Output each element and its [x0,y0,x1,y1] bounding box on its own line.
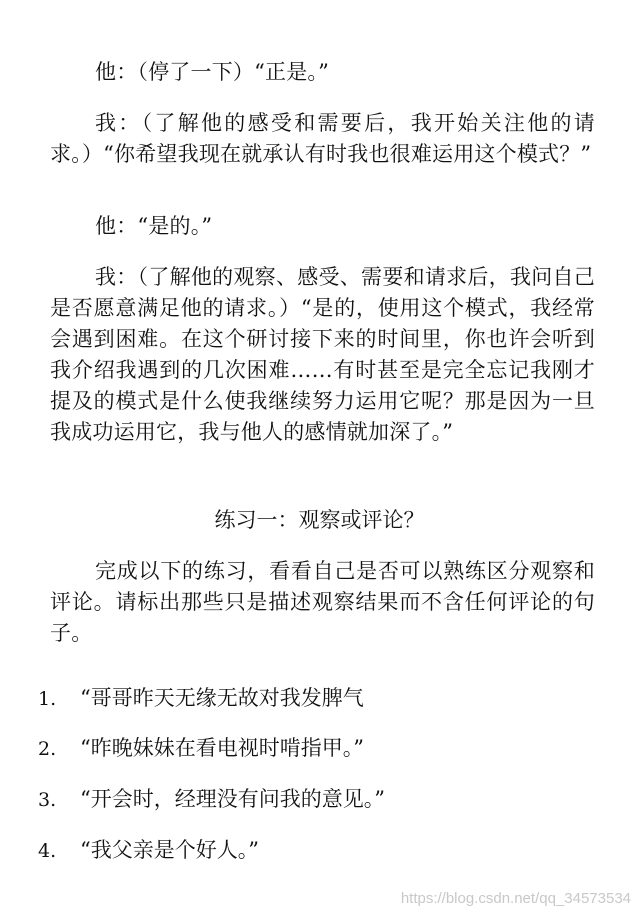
list-item-number: 3. [38,789,57,811]
exercise-title: 练习一：观察或评论？ [214,508,425,532]
list-item [38,733,598,765]
list-item-text: “哥哥昨天无缘无故对我发脾气 [80,686,364,710]
watermark: https://blog.csdn.net/qq_34573534 [400,890,631,907]
paragraph-4: 我：（了解他的观察、感受、需要和请求后，我问自己是否愿意满足他的请求。）“是的，使用这个模式，我经常会遇到困难。在这个研讨接下来的时间里，你也许会听到我介绍我遇到的几次困难……有时甚至是完全忘记我刚才提及的模式是什么使我继续努力运用它呢？那是因为一旦我成功运用它，我与他人的感情就加深了。” [50,265,595,444]
list-item-text: “昨晚妹妹在看电视时啃指甲。” [80,736,364,760]
list-item-number: 2. [38,738,57,760]
list-item-text: “我父亲是个好人。” [80,838,259,862]
paragraph-1: 他：（停了一下）“正是。” [95,60,330,84]
list-item-number: 4. [38,840,57,862]
list-item-number: 1. [38,688,57,710]
exercise-intro: 完成以下的练习，看看自己是否可以熟练区分观察和评论。请标出那些只是描述观察结果而不含任何评论的句子。 [50,559,595,645]
paragraph-2: 我：（了解他的感受和需要后，我开始关注他的请求。）“你希望我现在就承认有时我也很难运用这个模式？” [50,111,595,166]
list-item-text: “开会时，经理没有问我的意见。” [80,787,385,811]
list-item [38,683,598,715]
list-item [38,835,598,867]
paragraph-3: 他：“是的。” [95,214,213,238]
list-item [38,784,598,816]
